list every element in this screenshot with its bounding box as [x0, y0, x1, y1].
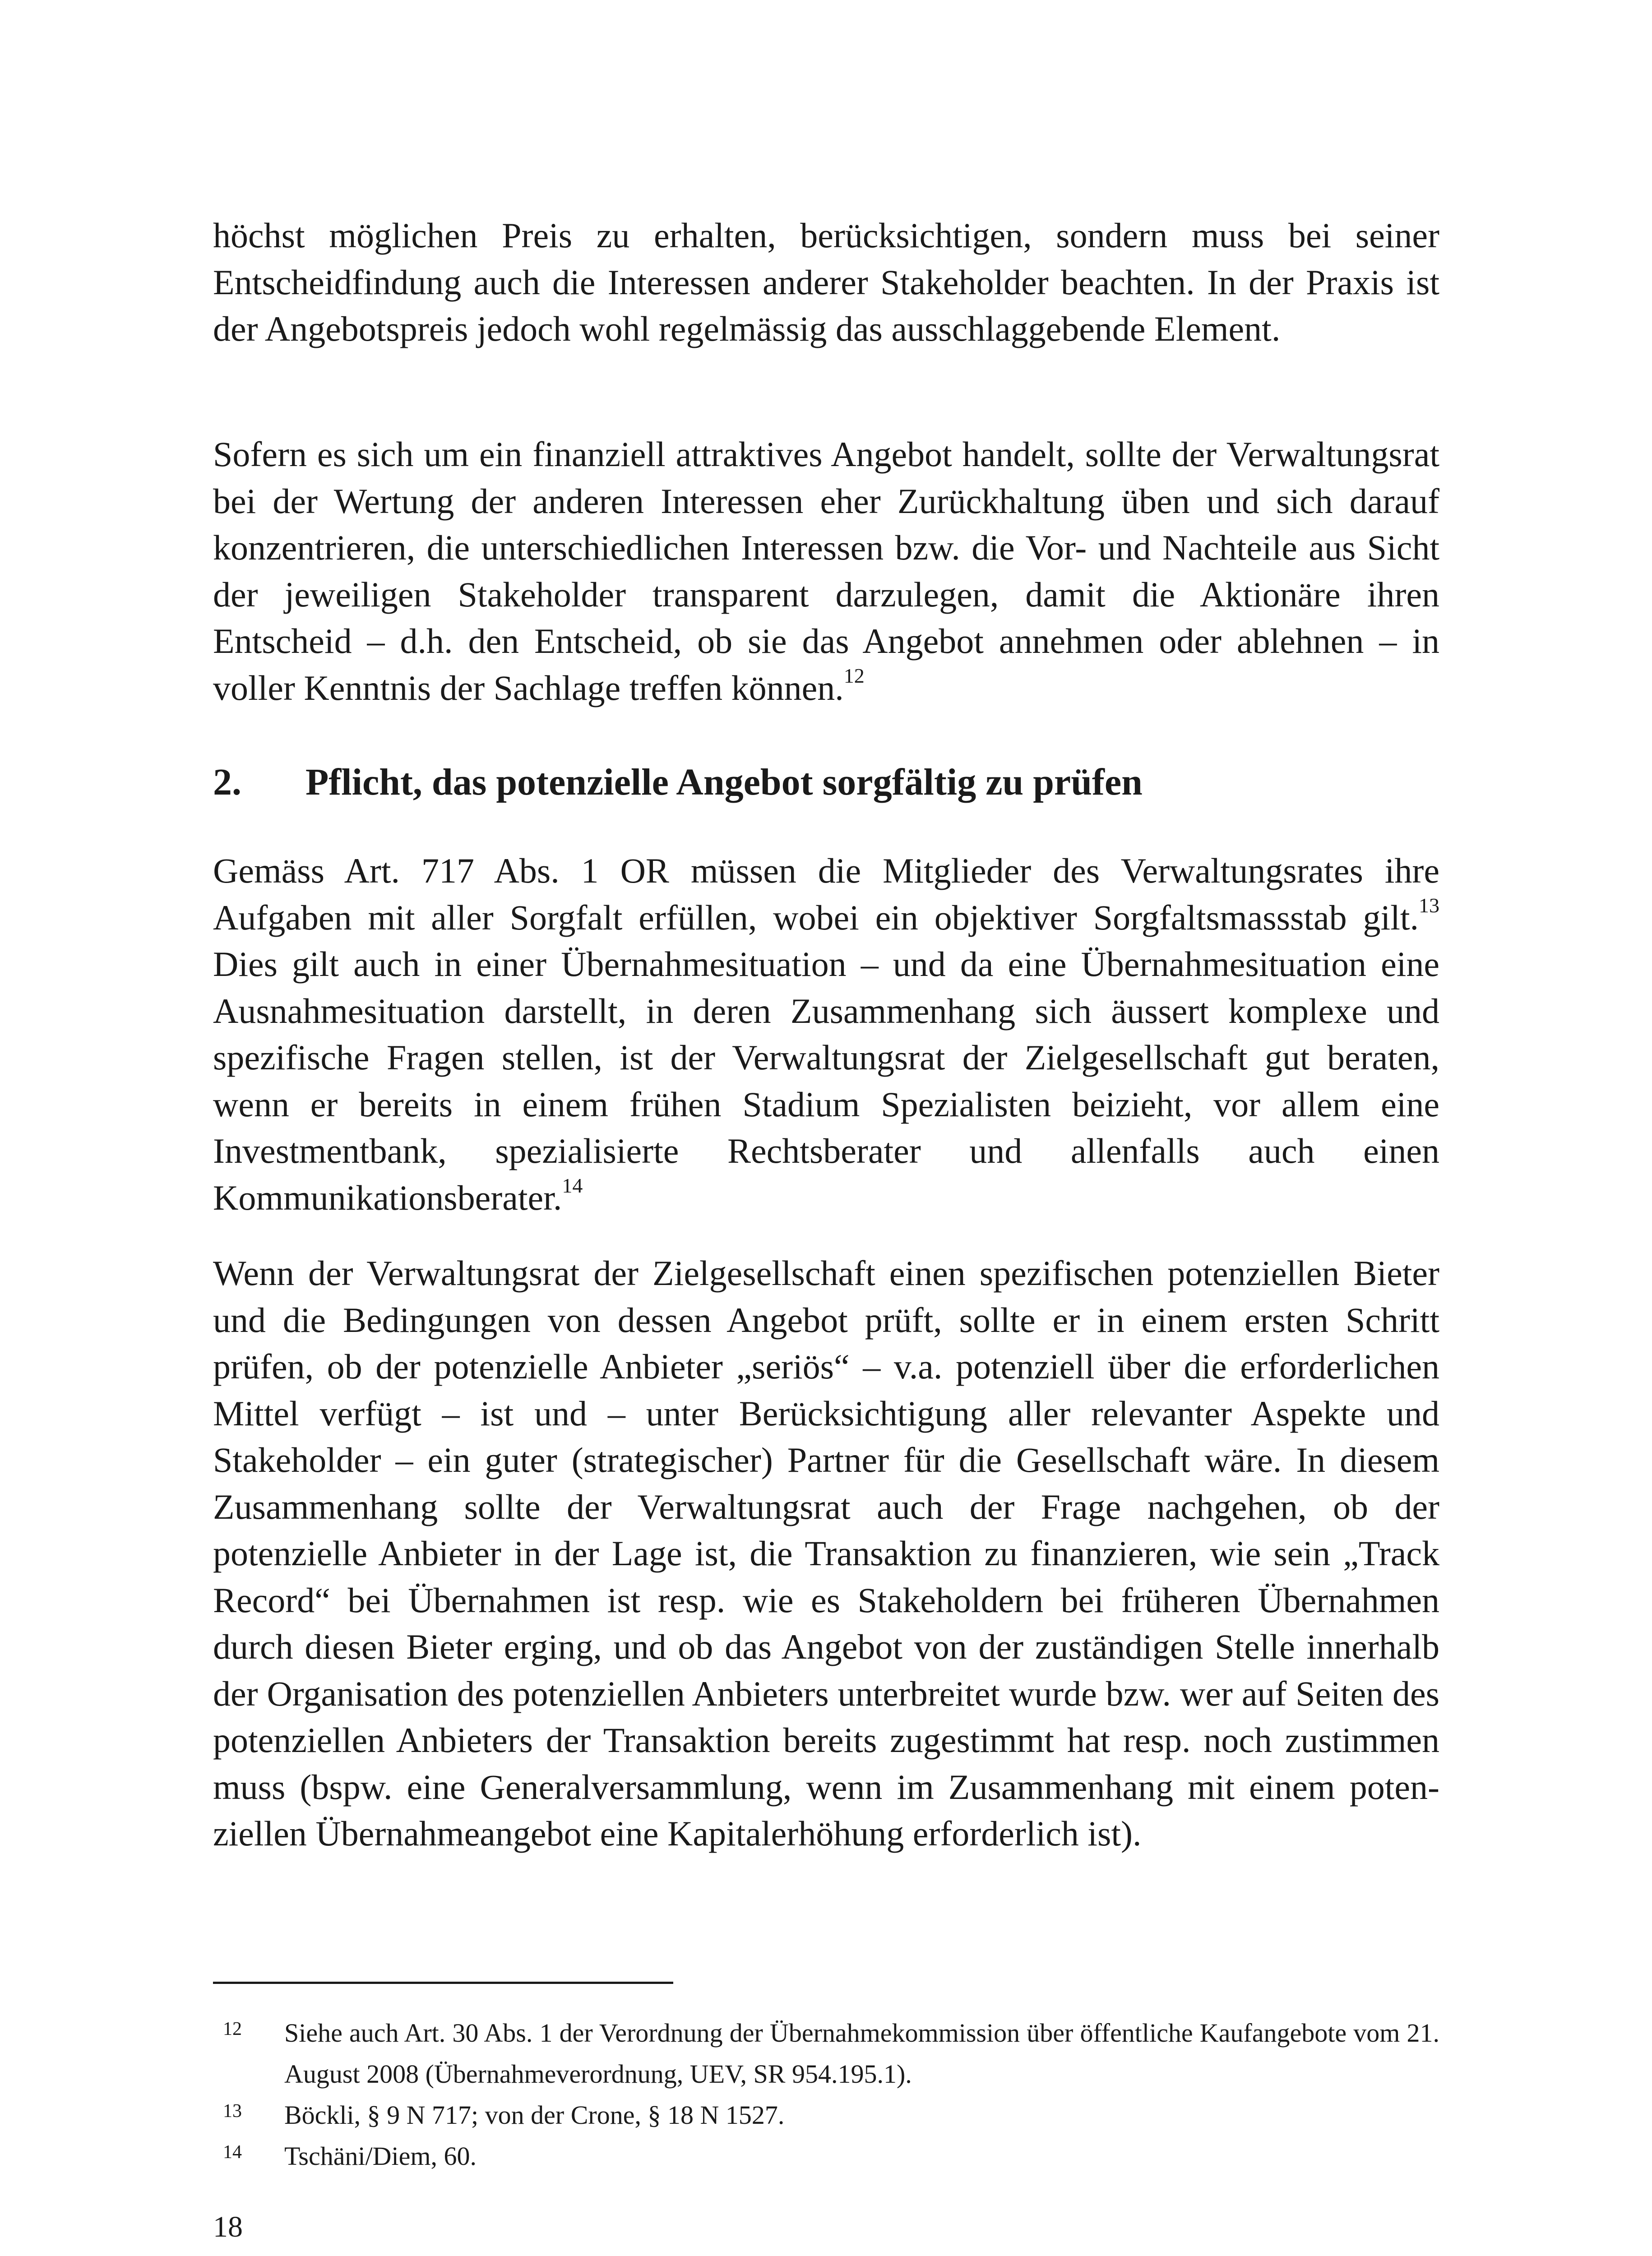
- footnote-text: Siehe auch Art. 30 Abs. 1 der Verordnung der Übernahmekommission über öffentliche Kaufangebote vom 21. August 2008 (Übernahmeverordnung, UEV, SR 954.195.1).: [284, 2018, 1439, 2089]
- footnote-14: [213, 2136, 1439, 2177]
- paragraph-4: Wenn der Verwaltungsrat der Zielgesellschaft einen spezifischen potenziellen Bieter und die Bedingungen von dessen Angebot prüft, sollte er in einem ersten Schritt prüfen, ob der potenzielle Anbieter „seriös“ – v.a. potenziell über die erforderlichen Mittel verfügt – ist und – unter Berücksichtigung aller relevanter Aspekte und Stakeholder – ein guter (strategischer) Partner für die Gesellschaft wäre. In diesem Zusammenhang sollte der Verwaltungsrat auch der Frage nachgehen, ob der potenzielle Anbieter in der Lage ist, die Transaktion zu finanzieren, wie sein „Track Record“ bei Übernahmen ist resp. wie es Stakeholdern bei früheren Übernahmen durch diesen Bieter erging, und ob das Angebot von der zuständigen Stelle innerhalb der Organisation des potenziellen Anbieters unterbreitet wurde bzw. wer auf Seiten des potenziellen Anbieters der Transaktion bereits zugestimmt hat resp. noch zustimmen muss (bspw. eine Generalversammlung, wenn im Zusammenhang mit einem potenziellen Übernahmeangebot eine Kapitalerhöhung erforderlich ist).: [213, 1253, 1439, 1853]
- page-number: 18: [213, 2210, 243, 2243]
- footnote-ref-12[interactable]: 12: [843, 664, 865, 687]
- footnote-separator: [213, 1982, 673, 1984]
- footnote-number: 13: [223, 2101, 242, 2122]
- footnote-13: [213, 2094, 1439, 2136]
- section-title: Pflicht, das potenzielle Angebot sorgfältig zu prüfen: [305, 761, 1143, 803]
- footnote-12: [213, 2012, 1439, 2094]
- footnote-ref-13[interactable]: 13: [1419, 893, 1439, 917]
- footnote-text: Tschäni/Diem, 60.: [284, 2141, 477, 2171]
- paragraph-1: höchst möglichen Preis zu erhalten, berücksichtigen, sondern muss bei seiner Entscheidfindung auch die Interessen anderer Stakeholder beachten. In der Praxis ist der Angebotspreis jedoch wohl regelmässig das ausschlaggebende Element.: [213, 216, 1439, 348]
- footnote-ref-14[interactable]: 14: [562, 1174, 583, 1197]
- paragraph-2: Sofern es sich um ein finanziell attraktives Angebot handelt, sollte der Verwaltungsrat bei der Wertung der anderen Interessen eher Zurückhaltung üben und sich darauf konzentrieren, die unterschiedlichen Interessen bzw. die Vor- und Nachteile aus Sicht der jeweiligen Stakeholder transparent darzulegen, damit die Aktionäre ihren Entscheid – d.h. den Entscheid, ob sie das Angebot annehmen oder ablehnen – in voller Kenntnis der Sachlage treffen können.$^{12}$: [213, 435, 1439, 707]
- section-number: 2.: [213, 761, 241, 803]
- footnote-number: 14: [223, 2142, 242, 2163]
- footnote-text: Böckli, § 9 N 717; von der Crone, § 18 N 1527.: [284, 2100, 785, 2130]
- footnote-number: 12: [223, 2019, 242, 2039]
- paragraph-3: Gemäss Art. 717 Abs. 1 OR müssen die Mitglieder des Verwaltungsrates ihre Aufgaben mit aller Sorgfalt erfüllen, wobei ein objektiver Sorgfaltsmassstab gilt.$^{13}$ Dies gilt auch in einer Übernahmesituation – und da eine Übernahmesituation eine Ausnahmesituation darstellt, in deren Zusammenhang sich äussert komplexe und spezifische Fragen stellen, ist der Verwaltungsrat der Zielgesellschaft gut beraten, wenn er bereits in einem frühen Stadium Spezialisten beizieht, vor allem eine Investmentbank, spezialisierte Rechtsberater und allenfalls auch einen Kommunikationsberater.$^{14}$: [213, 851, 1439, 1217]
- section-heading: [213, 760, 1439, 810]
